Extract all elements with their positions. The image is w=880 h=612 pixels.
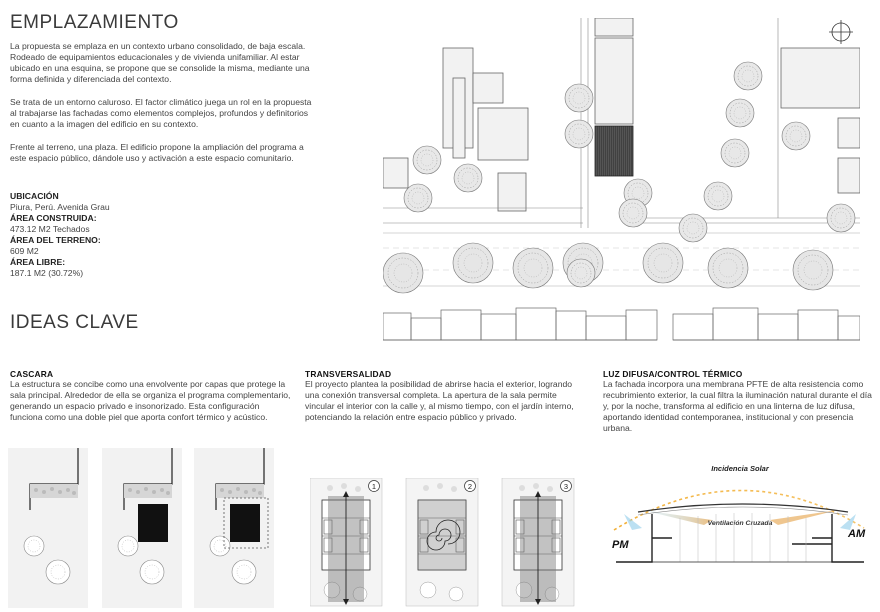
ventilacion-label: Ventilación Cruzada (707, 520, 773, 527)
street-elevation (383, 308, 860, 340)
area-terreno-value: 609 M2 (10, 246, 39, 256)
sala-black-box (138, 504, 168, 542)
step-3-label: 3 (563, 481, 569, 491)
emplazamiento-title: EMPLAZAMIENTO (10, 12, 179, 33)
emplazamiento-paragraph-3: Frente al terreno, una plaza. El edificio propone la ampliación del programa a este espacio público, dándole uso y activación a este espacio comunitario. (10, 142, 304, 163)
cascara-diagrams (8, 448, 288, 608)
cascara-text: La estructura se concibe como una envolvente por capas que protege la sala principal. Alrededor de ella se organiza el programa complementario, generando un espacio privado e insonorizado. Esta configuración funciona como una doble piel que aporta confort térmico y acústico. (10, 379, 291, 422)
area-libre-label: ÁREA LIBRE: (10, 257, 66, 267)
incidencia-solar-label: Incidencia Solar (711, 464, 769, 473)
luz-text: La fachada incorpora una membrana PFTE de alta resistencia como recubrimiento exterior, la cual filtra la iluminación natural durante el día y, por la noche, transforma al edificio en una linterna de luz difusa, aportando identidad contemporanea, institucional y con presencia urbana. (603, 379, 872, 433)
transversalidad-diagrams (310, 478, 582, 608)
am-label: AM (848, 528, 866, 540)
area-libre-value: 187.1 M2 (30.72%) (10, 268, 84, 278)
site-plan (383, 18, 860, 348)
project-data (10, 191, 210, 279)
luz-title: LUZ DIFUSA/CONTROL TÉRMICO (603, 369, 743, 379)
ideas-clave-title: IDEAS CLAVE (10, 312, 139, 333)
step-1-label: 1 (371, 481, 377, 491)
pm-label: PM (612, 539, 629, 551)
cascara-title: CASCARA (10, 369, 54, 379)
north-arrow-icon (829, 20, 853, 44)
area-construida-label: ÁREA CONSTRUIDA: (10, 213, 97, 223)
project-site-block (595, 126, 633, 176)
idea-luz-difusa (603, 369, 873, 434)
ubicacion-label: UBICACIÓN (10, 191, 59, 201)
luz-section-diagram (602, 462, 874, 572)
step-2-label: 2 (467, 481, 473, 491)
emplazamiento-paragraph-2: Se trata de un entorno caluroso. El factor climático juega un rol en la propuesta al trabajarse las fachadas como elementos complejos, profundos y definitorios en cuanto a la imagen del edificio en su contexto. (10, 97, 312, 129)
idea-cascara (10, 369, 292, 423)
transversalidad-text: El proyecto plantea la posibilidad de abrirse hacia el exterior, logrando una conexión transversal completa. La apertura de la sala permite vincular el interior con la calle y, al mismo tiempo, con el jardín interno, potenciando la relación entre espacio público y privado. (305, 379, 574, 422)
area-terreno-label: ÁREA DEL TERRENO: (10, 235, 101, 245)
emplazamiento-paragraph-1: La propuesta se emplaza en un contexto urbano consolidado, de baja escala. Rodeado de equipamientos educacionales y de vivienda unifamiliar. Al estar ubicado en una esquina, se propone que se consolide la misma, mediante una forma definida y diferenciada del contexto. (10, 41, 310, 84)
area-construida-value: 473.12 M2 Techados (10, 224, 90, 234)
ubicacion-value: Piura, Perú. Avenida Grau (10, 202, 110, 212)
idea-transversalidad (305, 369, 581, 423)
transversalidad-title: TRANSVERSALIDAD (305, 369, 392, 379)
